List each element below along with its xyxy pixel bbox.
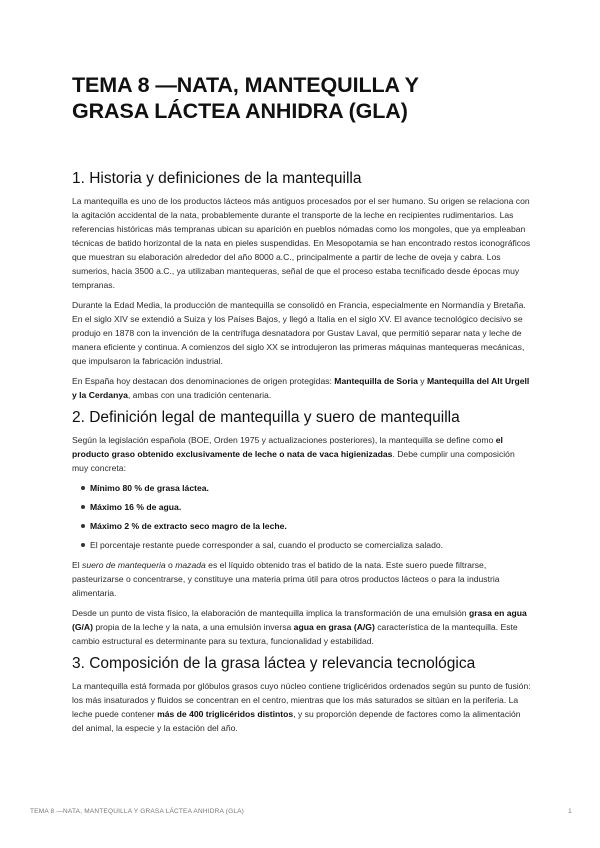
list-item xyxy=(82,500,532,514)
text-run: El xyxy=(72,560,83,570)
paragraph xyxy=(72,606,532,648)
section-composition xyxy=(72,654,532,735)
text-run: Desde un punto de vista físico, la elaboración de mantequilla implica la transformación de una emulsión xyxy=(72,608,469,618)
text-run: . Debe cumplir una composición muy concreta: xyxy=(72,449,515,473)
page-footer xyxy=(30,808,572,815)
paragraph xyxy=(72,374,532,402)
text-run: característica de la mantequilla. Este cambio estructural es determinante para su textura, funcionalidad y estabilidad. xyxy=(72,622,518,646)
italic-text: mazada xyxy=(175,560,206,570)
bold-text: Máximo 16 % de agua. xyxy=(90,502,182,512)
document-title xyxy=(72,72,532,124)
text-run: , ambas con una tradición centenaria. xyxy=(127,390,272,400)
italic-text: suero de mantequeria xyxy=(82,560,166,570)
bold-text: agua en grasa (A/G) xyxy=(293,622,375,632)
paragraph xyxy=(72,679,532,735)
section-heading-composition: 3. Composición de la grasa láctea y relevancia tecnológica xyxy=(72,655,476,672)
bold-text: grasa en agua (G/A) xyxy=(72,608,527,632)
text-run: La mantequilla está formada por glóbulos grasos cuyo núcleo contiene triglicéridos ordenados según su punto de fusión: los más insaturados y fluidos se concentran en el centro, mientras que los más saturados se sitúan en la periferia. La leche puede contener xyxy=(72,681,531,719)
bold-text: Mínimo 80 % de grasa láctea. xyxy=(90,483,209,493)
text-run: En España hoy destacan dos denominaciones de origen protegidas: xyxy=(72,376,335,386)
list-item: El porcentaje restante puede corresponder a sal, cuando el producto se comercializa salado. xyxy=(82,538,532,552)
paragraph xyxy=(72,433,532,475)
section-legal-definition xyxy=(72,408,532,648)
section-heading-history: 1. Historia y definiciones de la mantequilla xyxy=(72,170,362,187)
text-run: es el líquido obtenido tras el batido de la nata. Este suero puede filtrarse, pasteurizarse o concentrarse, y constituye una materia prima útil para otros productos lácteos o para la industria alimentaria. xyxy=(72,560,500,598)
document-page xyxy=(72,72,532,741)
section-heading-legal: 2. Definición legal de mantequilla y suero de mantequilla xyxy=(72,409,460,426)
text-run: Según la legislación española (BOE, Orden 1975 y actualizaciones posteriores), la mantequilla se define como xyxy=(72,435,496,445)
composition-list xyxy=(72,481,532,552)
section-history xyxy=(72,169,532,402)
bold-text: Mantequilla del Alt Urgell y la Cerdanya xyxy=(72,376,530,400)
list-item xyxy=(82,519,532,533)
text-run: y xyxy=(417,376,427,386)
page-number: 1 xyxy=(568,808,572,815)
bold-text: más de 400 triglicéridos distintos xyxy=(157,709,294,719)
bold-text: el producto graso obtenido exclusivamente de leche o nata de vaca higienizadas xyxy=(72,435,503,459)
title-line-2: GRASA LÁCTEA ANHIDRA (GLA) xyxy=(72,99,408,123)
bold-text: Mantequilla de Soria xyxy=(334,376,418,386)
bold-text: Máximo 2 % de extracto seco magro de la leche. xyxy=(90,521,287,531)
footer-title: TEMA 8 —NATA, MANTEQUILLA Y GRASA LÁCTEA ANHIDRA (GLA) xyxy=(30,808,245,815)
title-line-1: TEMA 8 —NATA, MANTEQUILLA Y xyxy=(72,73,419,97)
list-item xyxy=(82,481,532,495)
paragraph: La mantequilla es uno de los productos lácteos más antiguos procesados por el ser humano. Su origen se relaciona con la agitación accidental de la nata, probablemente durante el transporte de la leche en recipientes rudimentarios. Las referencias históricas más tempranas ubican su aparición en pueblos nómadas como los mongoles, que ya empleaban técnicas de batido horizontal de la nata en pieles suspendidas. En Mesopotamia se han encontrado restos iconográficos que muestran su elaboración alrededor del año 8000 a.C., principalmente a partir de leche de oveja y cabra. Los sumerios, hacia 3500 a.C., ya utilizaban mantequeras, señal de que el proceso estaba tecnificado desde épocas muy tempranas. xyxy=(72,196,531,290)
text-run: o xyxy=(165,560,176,570)
paragraph xyxy=(72,558,532,600)
text-run: propia de la leche y la nata, a una emulsión inversa xyxy=(93,622,294,632)
paragraph: Durante la Edad Media, la producción de mantequilla se consolidó en Francia, especialmente en Normandía y Bretaña. En el siglo XIV se extendió a Suiza y los Países Bajos, y llegó a Italia en el siglo XV. El avance tecnológico decisivo se produjo en 1878 con la invención de la centrífuga desnatadora por Gustav Laval, que permitió separar nata y leche de manera eficiente y continua. A comienzos del siglo XX se introdujeron las primeras máquinas mantequeras mecánicas, que impulsaron la fabricación industrial. xyxy=(72,300,526,366)
text-run: , y su proporción depende de factores como la alimentación del animal, la especie y la estación del año. xyxy=(72,709,521,733)
